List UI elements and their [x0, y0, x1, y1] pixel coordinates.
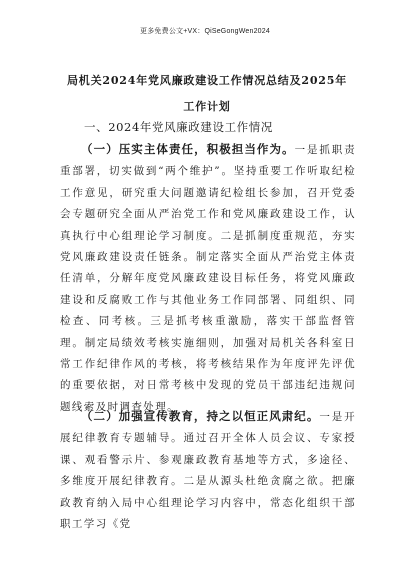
paragraph-1-body: 一是抓职责重部署，切实做到“两个维护”。坚持重要工作听取纪检工作意见，研究重大问题邀请纪检组长参加，召开党委会专题研究全面从严治党工作和党风廉政建设工作，认真执行中心组理论学习制度。二是抓制度重规范，夯实党风廉政建设责任链条。制定落实全面从严治党主体责任清单，分解年度党风廉政建设目标任务，将党风廉政建设和反腐败工作与其他业务工作同部署、同组织、同检查、同考核。三是抓考核重激励，落实干部监督管理。制定局绩效考核实施细则，加强对局机关各科室日常工作纪律作风的考核，将考核结果作为年度评先评优的重要依据，对日常考核中发现的党员干部违纪违规问题线索及时调查处理。: [60, 144, 357, 413]
paragraph-2-lead: （二）加强宣传教育，持之以恒正风肃纪。: [81, 409, 320, 423]
paragraph-2-body: 一是开展纪律教育专题辅导。通过召开全体人员会议、专家授课、观看警示片、参观廉政教育基地等方式，多途径、多维度开展纪律教育。二是从源头杜绝贪腐之欲。把廉政教育纳入局中心组理论学习内容中，常态化组织干部职工学习《党: [60, 411, 357, 531]
document-title: 局机关2024年党风廉政建设工作情况总结及2025年工作计划: [66, 74, 348, 113]
paragraph-1: [60, 139, 356, 418]
watermark-text: 更多免费公文+VX：QiSeGongWen2024: [140, 28, 270, 35]
paragraph-2: [60, 406, 356, 535]
section-heading: 一、2024年党风廉政建设工作情况: [84, 120, 273, 134]
paragraph-1-lead: （一）压实主体责任，积极担当作为。: [81, 142, 295, 156]
